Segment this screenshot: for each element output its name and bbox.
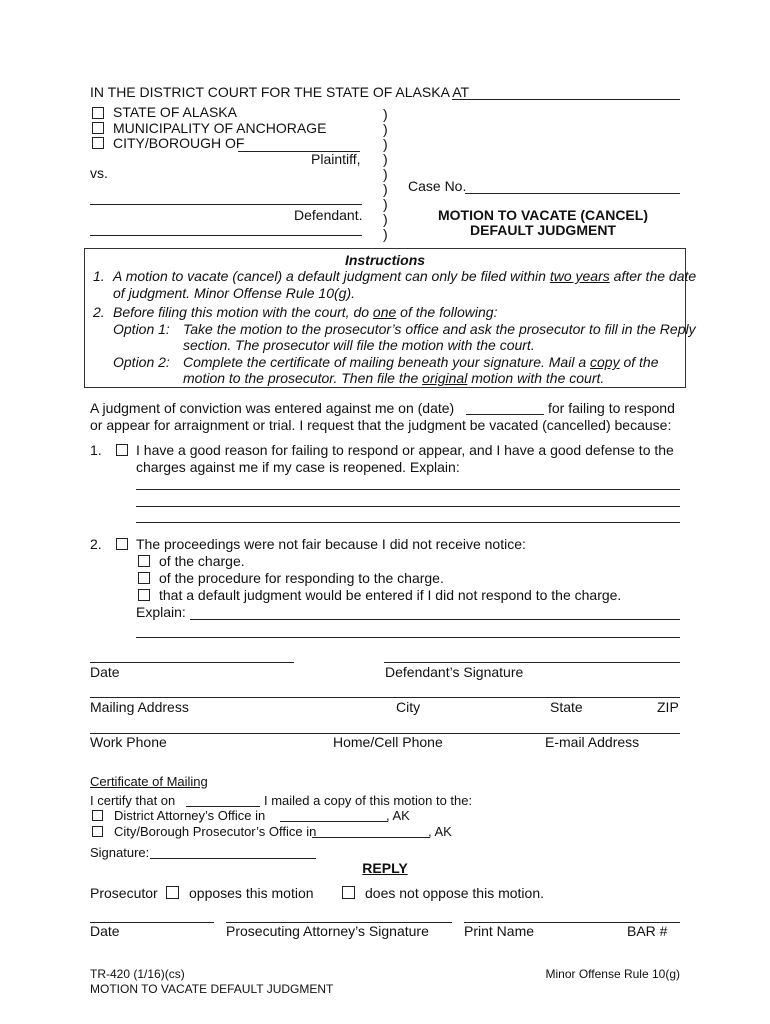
zip-label: ZIP — [657, 699, 679, 715]
instructions-heading: Instructions — [344, 252, 426, 268]
reason-1-explain-line-2[interactable] — [136, 506, 680, 507]
city-borough-checkbox[interactable] — [92, 137, 104, 149]
reason-2-number: 2. — [90, 536, 102, 552]
reason-2-line1: The proceedings were not fair because I did not receive notice: — [136, 536, 526, 552]
print-name-label: Print Name — [464, 923, 535, 939]
option-1-line2: section. The prosecutor will file the motion with the court. — [183, 337, 535, 353]
option-2-line1: Complete the certificate of mailing beneath your signature. Mail a copy of the — [183, 354, 659, 370]
district-attorney-label: District Attorney’s Office in — [114, 808, 266, 823]
certificate-line1b: I mailed a copy of this motion to the: — [264, 793, 473, 808]
instruction-2-number: 2. — [93, 304, 105, 320]
date-label: Date — [90, 664, 120, 680]
reason-1-explain-line-3[interactable] — [136, 522, 680, 523]
instruction-1-number: 1. — [93, 268, 105, 284]
notice-of-charge-label: of the charge. — [159, 553, 245, 569]
notice-of-default-label: that a default judgment would be entered if I did not respond to the charge. — [159, 587, 622, 603]
instruction-2-line1: Before filing this motion with the court, do one of the following: — [113, 304, 498, 320]
certificate-signature-field[interactable] — [150, 858, 316, 859]
form-title-footer: MOTION TO VACATE DEFAULT JUDGMENT — [90, 982, 334, 996]
form-code: TR-420 (1/16)(cs) — [90, 967, 185, 981]
state-of-alaska-checkbox[interactable] — [92, 107, 104, 119]
city-prosecutor-ak: , AK — [428, 824, 452, 839]
opposes-checkbox[interactable] — [166, 886, 179, 899]
district-attorney-checkbox[interactable] — [92, 810, 103, 821]
prosecuting-attorney-signature-label: Prosecuting Attorney’s Signature — [226, 923, 429, 939]
opposes-label: opposes this motion — [189, 885, 314, 901]
plaintiff-option-state: STATE OF ALASKA — [113, 104, 237, 120]
option-1-label: Option 1: — [113, 321, 170, 337]
reason-2-explain-line-1[interactable] — [190, 619, 680, 620]
defendant-label: Defendant. — [294, 207, 363, 223]
reason-2-checkbox[interactable] — [116, 538, 128, 550]
municipality-checkbox[interactable] — [92, 122, 104, 134]
defendant-signature-label: Defendant’s Signature — [385, 664, 524, 680]
court-location-field[interactable] — [452, 99, 680, 100]
bar-number-label: BAR # — [627, 923, 668, 939]
judgment-paragraph-line1a: A judgment of conviction was entered against me on (date) — [90, 400, 455, 416]
plaintiff-label: Plaintiff, — [311, 151, 361, 167]
instruction-1-line1: A motion to vacate (cancel) a default judgment can only be filed within two years after the date — [113, 268, 697, 284]
reply-date-label: Date — [90, 923, 120, 939]
reason-1-number: 1. — [90, 442, 102, 458]
reason-1-explain-line-1[interactable] — [136, 489, 680, 490]
document-title-line1: MOTION TO VACATE (CANCEL) — [438, 207, 648, 223]
certificate-line1a: I certify that on — [90, 793, 176, 808]
district-attorney-ak: , AK — [386, 808, 410, 823]
notice-of-charge-checkbox[interactable] — [138, 555, 150, 567]
reason-2-explain-label: Explain: — [136, 604, 186, 620]
option-1-line1: Take the motion to the prosecutor’s office and ask the prosecutor to fill in the Reply — [183, 321, 696, 337]
option-2-label: Option 2: — [113, 354, 170, 370]
document-title-line2: DEFAULT JUDGMENT — [470, 222, 616, 238]
reply-heading: REPLY — [362, 860, 408, 876]
judgment-date-field[interactable] — [466, 414, 544, 415]
plaintiff-option-municipality: MUNICIPALITY OF ANCHORAGE — [113, 120, 327, 136]
city-prosecutor-location-field[interactable] — [312, 837, 430, 838]
mailing-address-label: Mailing Address — [90, 699, 189, 715]
does-not-oppose-label: does not oppose this motion. — [365, 885, 545, 901]
court-title: IN THE DISTRICT COURT FOR THE STATE OF ALASKA AT — [90, 84, 470, 100]
certificate-signature-label: Signature: — [90, 845, 150, 860]
case-number-field[interactable] — [465, 193, 680, 194]
work-phone-label: Work Phone — [90, 734, 167, 750]
plaintiff-option-city-borough: CITY/BOROUGH OF — [113, 135, 245, 151]
city-prosecutor-label: City/Borough Prosecutor’s Office in — [114, 824, 317, 839]
judgment-paragraph-line1b: for failing to respond — [548, 400, 675, 416]
case-no-label: Case No. — [408, 178, 467, 194]
defendant-name-field-2[interactable] — [90, 235, 362, 236]
email-label: E-mail Address — [545, 734, 640, 750]
prosecutor-label: Prosecutor — [90, 885, 158, 901]
reason-1-checkbox[interactable] — [116, 444, 128, 456]
defendant-name-field[interactable] — [90, 204, 362, 205]
mailing-date-field[interactable] — [186, 806, 260, 807]
certificate-heading: Certificate of Mailing — [90, 774, 208, 789]
district-attorney-location-field[interactable] — [280, 821, 388, 822]
option-2-line2: motion to the prosecutor. Then file the original motion with the court. — [183, 370, 605, 386]
reason-1-line2: charges against me if my case is reopened. Explain: — [136, 459, 460, 475]
vs-label: vs. — [90, 165, 108, 181]
city-label: City — [396, 699, 421, 715]
instruction-1-line2: of judgment. Minor Offense Rule 10(g). — [113, 285, 356, 301]
date-field[interactable] — [90, 662, 294, 663]
notice-of-procedure-checkbox[interactable] — [138, 572, 150, 584]
state-label: State — [550, 699, 583, 715]
does-not-oppose-checkbox[interactable] — [342, 886, 355, 899]
notice-of-default-checkbox[interactable] — [138, 589, 150, 601]
rule-reference: Minor Offense Rule 10(g) — [545, 967, 680, 981]
mailing-address-field[interactable] — [90, 697, 680, 698]
reason-1-line1: I have a good reason for failing to respond or appear, and I have a good defense to the — [136, 442, 674, 458]
judgment-paragraph-line2: or appear for arraignment or trial. I request that the judgment be vacated (cancelled) because: — [90, 417, 672, 433]
home-phone-label: Home/Cell Phone — [333, 734, 443, 750]
defendant-signature-field[interactable] — [384, 662, 680, 663]
city-prosecutor-checkbox[interactable] — [92, 826, 103, 837]
reason-2-explain-line-2[interactable] — [136, 637, 680, 638]
notice-of-procedure-label: of the procedure for responding to the charge. — [159, 570, 444, 586]
